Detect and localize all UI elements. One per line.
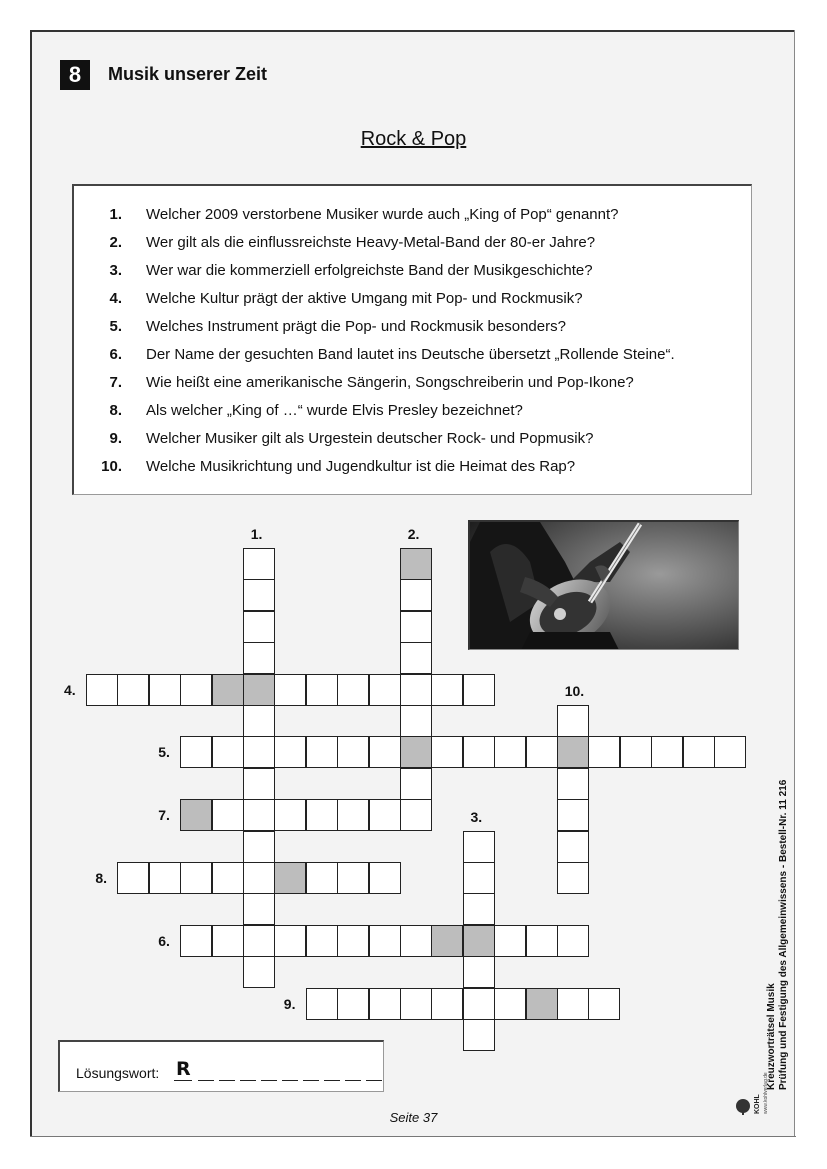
- solution-word-box: [58, 1040, 384, 1092]
- crossword-cell[interactable]: [557, 988, 589, 1020]
- crossword-cell[interactable]: [494, 736, 526, 768]
- crossword-cell[interactable]: [306, 674, 338, 706]
- page-number: Seite 37: [389, 1110, 438, 1125]
- crossword-cell[interactable]: [149, 674, 181, 706]
- crossword-cell[interactable]: [400, 768, 432, 800]
- question-text: Welcher 2009 verstorbene Musiker wurde auch „King of Pop“ genannt?: [146, 206, 619, 223]
- crossword-solution-cell[interactable]: [400, 736, 432, 768]
- crossword-cell[interactable]: [431, 988, 463, 1020]
- crossword-cell[interactable]: [431, 736, 463, 768]
- crossword-cell[interactable]: [243, 831, 275, 863]
- crossword-solution-cell[interactable]: [274, 862, 306, 894]
- clue-label: 8.: [95, 870, 108, 886]
- question-number: 1.: [109, 206, 122, 223]
- crossword-solution-cell[interactable]: [180, 799, 212, 831]
- crossword-solution-cell[interactable]: [212, 674, 244, 706]
- crossword-solution-cell[interactable]: [557, 736, 589, 768]
- crossword-cell[interactable]: [337, 988, 369, 1020]
- solution-blank[interactable]: [282, 1080, 298, 1081]
- crossword-cell[interactable]: [243, 768, 275, 800]
- question-text: Welche Musikrichtung und Jugendkultur ist die Heimat des Rap?: [146, 458, 576, 475]
- question-number: 9.: [109, 430, 122, 447]
- crossword-cell[interactable]: [400, 988, 432, 1020]
- crossword-cell[interactable]: [400, 925, 432, 957]
- crossword-cell[interactable]: [306, 988, 338, 1020]
- crossword-cell[interactable]: [243, 611, 275, 643]
- crossword-cell[interactable]: [400, 642, 432, 674]
- crossword-cell[interactable]: [337, 736, 369, 768]
- solution-blank: [174, 1080, 192, 1081]
- crossword-cell[interactable]: [306, 799, 338, 831]
- crossword-cell[interactable]: [212, 862, 244, 894]
- crossword-cell[interactable]: [243, 642, 275, 674]
- crossword-cell[interactable]: [274, 674, 306, 706]
- crossword-solution-cell[interactable]: [400, 548, 432, 580]
- crossword-cell[interactable]: [557, 799, 589, 831]
- question-number: 5.: [109, 318, 122, 335]
- crossword-cell[interactable]: [337, 862, 369, 894]
- crossword-cell[interactable]: [557, 705, 589, 737]
- solution-blank[interactable]: [198, 1080, 214, 1081]
- crossword-cell[interactable]: [526, 925, 558, 957]
- crossword-solution-cell[interactable]: [463, 925, 495, 957]
- crossword-cell[interactable]: [431, 674, 463, 706]
- solution-blank[interactable]: [366, 1080, 382, 1081]
- crossword-cell[interactable]: [212, 799, 244, 831]
- question-text: Wer war die kommerziell erfolgreichste Band der Musikgeschichte?: [146, 262, 593, 279]
- clue-label: 2.: [407, 526, 420, 542]
- question-number: 2.: [109, 234, 122, 251]
- crossword-cell[interactable]: [212, 736, 244, 768]
- crossword-cell[interactable]: [400, 611, 432, 643]
- crossword-cell[interactable]: [557, 925, 589, 957]
- solution-blank[interactable]: [219, 1080, 235, 1081]
- crossword-cell[interactable]: [180, 925, 212, 957]
- clue-label: 1.: [250, 526, 263, 542]
- guitarist-photo: [468, 520, 739, 650]
- solution-word-label: Lösungswort:: [76, 1065, 160, 1081]
- crossword-cell[interactable]: [369, 674, 401, 706]
- crossword-cell[interactable]: [369, 799, 401, 831]
- solution-blank[interactable]: [303, 1080, 319, 1081]
- crossword-cell[interactable]: [274, 736, 306, 768]
- crossword-cell[interactable]: [463, 736, 495, 768]
- question-number: 10.: [101, 458, 122, 475]
- publisher-side-text: [766, 730, 790, 1090]
- page-edge: [30, 1136, 796, 1137]
- page-edge: [794, 30, 795, 1137]
- question-text: Der Name der gesuchten Band lautet ins Deutsche übersetzt „Rollende Steine“.: [146, 346, 675, 363]
- crossword-cell[interactable]: [117, 674, 149, 706]
- question-number: 7.: [109, 374, 122, 391]
- crossword-cell[interactable]: [714, 736, 746, 768]
- crossword-cell[interactable]: [494, 988, 526, 1020]
- crossword-cell[interactable]: [243, 862, 275, 894]
- clue-label: 7.: [158, 807, 170, 824]
- crossword-cell[interactable]: [274, 925, 306, 957]
- crossword-cell[interactable]: [494, 925, 526, 957]
- clue-label: 6.: [158, 932, 170, 949]
- crossword-cell[interactable]: [463, 674, 495, 706]
- crossword-cell[interactable]: [651, 736, 683, 768]
- crossword-cell[interactable]: [463, 956, 495, 988]
- solution-blank[interactable]: [345, 1080, 361, 1081]
- crossword-cell[interactable]: [274, 799, 306, 831]
- crossword-cell[interactable]: [180, 674, 212, 706]
- clue-label: 4.: [64, 681, 76, 698]
- crossword-cell[interactable]: [400, 799, 432, 831]
- crossword-cell[interactable]: [526, 736, 558, 768]
- worksheet-subtitle: Rock & Pop: [360, 128, 467, 150]
- publisher-logo: [735, 1056, 769, 1116]
- crossword-cell[interactable]: [243, 736, 275, 768]
- crossword-solution-cell[interactable]: [431, 925, 463, 957]
- crossword-cell[interactable]: [369, 988, 401, 1020]
- crossword-cell[interactable]: [337, 799, 369, 831]
- crossword-cell[interactable]: [306, 736, 338, 768]
- crossword-cell[interactable]: [683, 736, 715, 768]
- crossword-cell[interactable]: [588, 988, 620, 1020]
- clue-label: 5.: [158, 744, 170, 761]
- crossword-cell[interactable]: [557, 768, 589, 800]
- question-text: Wer gilt als die einflussreichste Heavy-Metal-Band der 80-er Jahre?: [146, 234, 596, 251]
- side-text-line1: Kreuzworträtsel Musik: [766, 983, 777, 1090]
- crossword-cell[interactable]: [180, 736, 212, 768]
- clue-label: 9.: [283, 995, 296, 1012]
- question-text: Wie heißt eine amerikanische Sängerin, Songschreiberin und Pop-Ikone?: [146, 374, 634, 391]
- crossword-cell[interactable]: [557, 831, 589, 863]
- crossword-cell[interactable]: [463, 831, 495, 863]
- crossword-cell[interactable]: [337, 674, 369, 706]
- solution-blank[interactable]: [324, 1080, 340, 1081]
- question-number: 8.: [109, 402, 122, 419]
- question-text: Welche Kultur prägt der aktive Umgang mit Pop- und Rockmusik?: [146, 290, 583, 307]
- crossword-cell[interactable]: [243, 893, 275, 925]
- crossword-solution-cell[interactable]: [243, 674, 275, 706]
- crossword-cell[interactable]: [369, 736, 401, 768]
- crossword-cell[interactable]: [463, 1019, 495, 1051]
- side-text-line2: Prüfung und Festigung des Allgemeinwissens - Bestell-Nr. 11 216: [778, 779, 789, 1090]
- crossword-cell[interactable]: [400, 579, 432, 611]
- question-text: Welcher Musiker gilt als Urgestein deutscher Rock- und Popmusik?: [146, 430, 594, 447]
- crossword-cell[interactable]: [588, 736, 620, 768]
- clue-label: 10.: [564, 683, 585, 699]
- svg-text:www.kohlverlag.de: www.kohlverlag.de: [763, 1072, 769, 1114]
- crossword-cell[interactable]: [212, 925, 244, 957]
- crossword-cell[interactable]: [86, 674, 118, 706]
- crossword-cell[interactable]: [243, 799, 275, 831]
- crossword-cell[interactable]: [149, 862, 181, 894]
- crossword-cell[interactable]: [243, 705, 275, 737]
- crossword-cell[interactable]: [369, 925, 401, 957]
- question-number: 6.: [109, 346, 122, 363]
- crossword-cell[interactable]: [117, 862, 149, 894]
- chapter-title: Musik unserer Zeit: [108, 64, 268, 84]
- question-text: Als welcher „King of …“ wurde Elvis Presley bezeichnet?: [146, 402, 523, 419]
- crossword-cell[interactable]: [306, 862, 338, 894]
- chapter-number-badge: 8: [60, 60, 90, 90]
- crossword-cell[interactable]: [180, 862, 212, 894]
- crossword-cell[interactable]: [243, 956, 275, 988]
- solution-first-letter: R: [176, 1058, 191, 1080]
- crossword-cell[interactable]: [620, 736, 652, 768]
- questions-box: [72, 184, 752, 495]
- crossword-cell[interactable]: [306, 925, 338, 957]
- crossword-cell[interactable]: [243, 548, 275, 580]
- crossword-cell[interactable]: [369, 862, 401, 894]
- crossword-cell[interactable]: [337, 925, 369, 957]
- solution-blank[interactable]: [261, 1080, 277, 1081]
- crossword-cell[interactable]: [243, 579, 275, 611]
- crossword-cell[interactable]: [400, 705, 432, 737]
- question-number: 4.: [109, 290, 122, 307]
- question-text: Welches Instrument prägt die Pop- und Rockmusik besonders?: [146, 318, 566, 335]
- kohl-logo-icon: [735, 1056, 769, 1116]
- crossword-cell[interactable]: [243, 925, 275, 957]
- crossword-cell[interactable]: [400, 674, 432, 706]
- crossword-solution-cell[interactable]: [526, 988, 558, 1020]
- crossword-cell[interactable]: [557, 862, 589, 894]
- clue-label: 3.: [470, 808, 483, 825]
- crossword-cell[interactable]: [463, 893, 495, 925]
- guitarist-photo-image: [470, 522, 739, 650]
- crossword-cell[interactable]: [463, 988, 495, 1020]
- question-number: 3.: [109, 262, 122, 279]
- solution-blank[interactable]: [240, 1080, 256, 1081]
- crossword-cell[interactable]: [463, 862, 495, 894]
- svg-text:KOHL: KOHL: [754, 1094, 761, 1114]
